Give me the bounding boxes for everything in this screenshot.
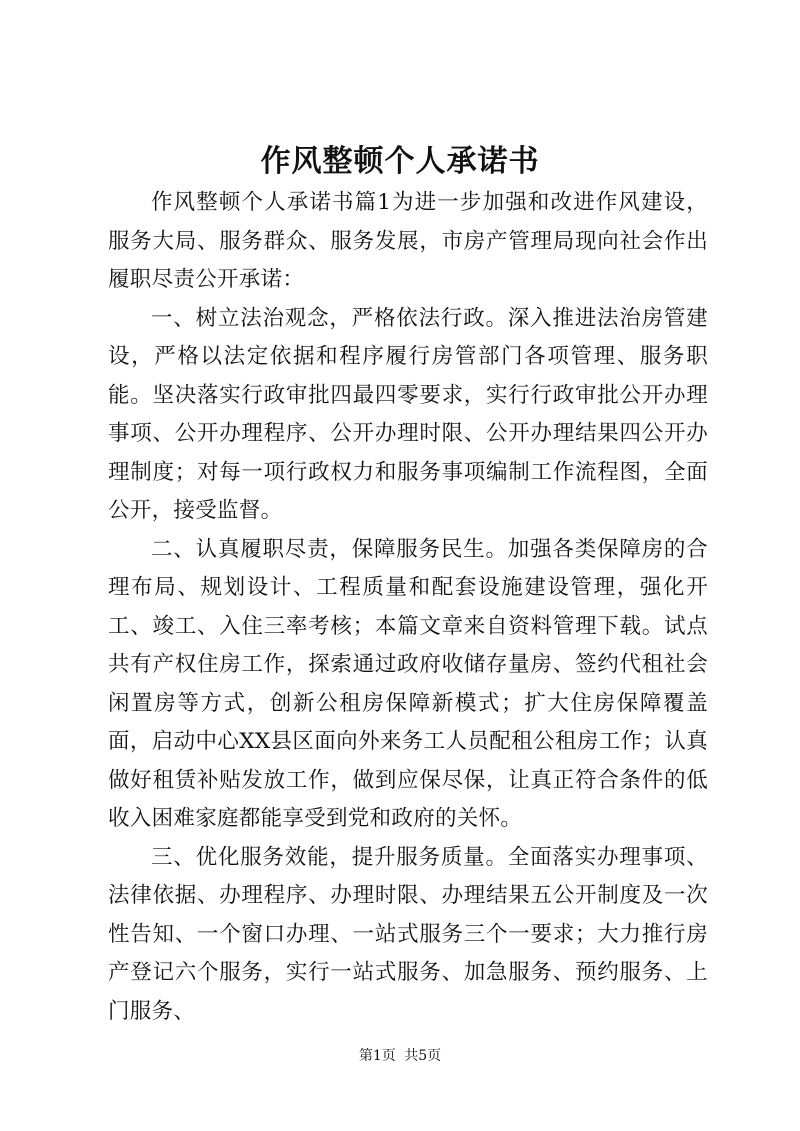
document-body [108, 184, 708, 1031]
page-total: 共5页 [404, 1048, 442, 1064]
document-title: 作风整顿个人承诺书 [260, 144, 540, 179]
paragraph-section-1: 一、树立法治观念，严格依法行政。深入推进法治房管建设，严格以法定依据和程序履行房管部门各项管理、服务职能。坚决落实行政审批四最四零要求，实行行政审批公开办理事项、公开办理程序、公开办理时限、公开办理结果四公开办理制度；对每一项行政权力和服务事项编制工作流程图，全面公开，接受监督。 [108, 305, 708, 523]
page-number: 第1页 [358, 1048, 396, 1064]
paragraph-intro: 作风整顿个人承诺书篇1为进一步加强和改进作风建设，服务大局、服务群众、服务发展，市房产管理局现向社会作出履职尽责公开承诺： [108, 190, 708, 292]
paragraph-section-2: 二、认真履职尽责，保障服务民生。加强各类保障房的合理布局、规划设计、工程质量和配套设施建设管理，强化开工、竣工、入住三率考核；本篇文章来自资料管理下载。试点共有产权住房工作，探索通过政府收储存量房、签约代租社会闲置房等方式，创新公租房保障新模式；扩大住房保障覆盖面，启动中心XX县区面向外来务工人员配租公租房工作；认真做好租赁补贴发放工作，做到应保尽保，让真正符合条件的低收入困难家庭都能享受到党和政府的关怀。 [108, 536, 708, 831]
page-footer [0, 1046, 800, 1066]
paragraph-section-3: 三、优化服务效能，提升服务质量。全面落实办理事项、法律依据、办理程序、办理时限、办理结果五公开制度及一次性告知、一个窗口办理、一站式服务三个一要求；大力推行房产登记六个服务，实行一站式服务、加急服务、预约服务、上门服务、 [108, 844, 708, 1024]
